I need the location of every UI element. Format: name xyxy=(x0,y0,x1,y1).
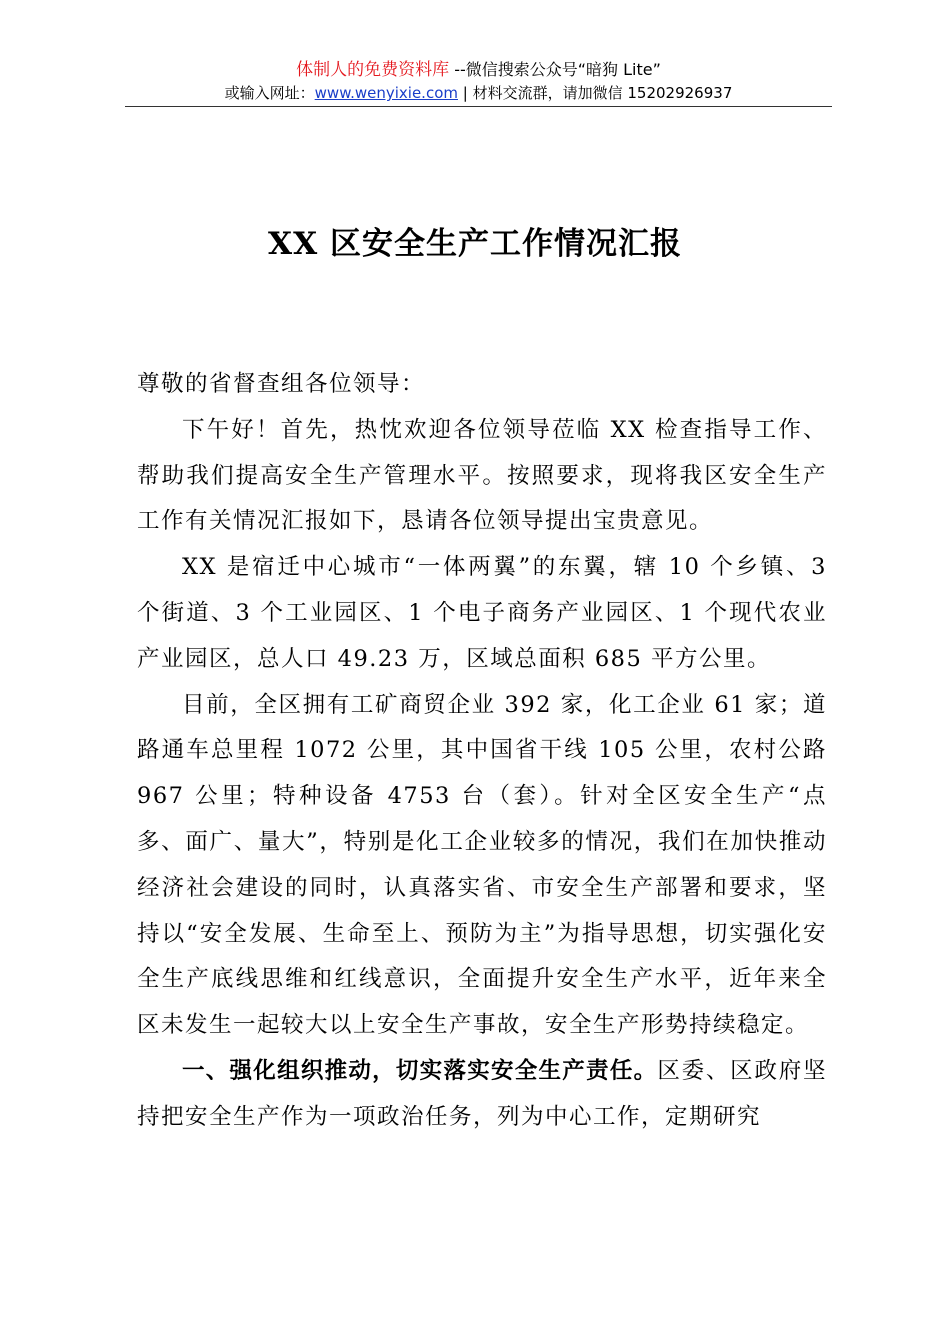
header-group-note: 材料交流群，请加微信 15202926937 xyxy=(472,84,733,102)
paragraph-greeting: 下午好！首先，热忱欢迎各位领导莅临 XX 检查指导工作、帮助我们提高安全生产管理水平。按照要求，现将我区安全生产工作有关情况汇报如下，恳请各位领导提出宝贵意见。 xyxy=(137,416,827,535)
header-wechat-note: --微信搜索公众号“暗狗 Lite” xyxy=(454,60,661,79)
header-divider xyxy=(125,106,832,107)
header-url-prefix: 或输入网址： xyxy=(224,84,315,102)
paragraph-current-status: 目前，全区拥有工矿商贸企业 392 家，化工企业 61 家；道路通车总里程 1072 公里，其中国省干线 105 公里，农村公路 967 公里；特种设备 4753 台（套）。针对全区安全生产“点多、面广、量大”，特别是化工企业较多的情况，我们在加快推动经济社会建设的同时，认真落实省、市安全生产部署和要求，坚持以“安全发展、生命至上、预防为主”为指导思想，切实强化安全生产底线思维和红线意识，全面提升安全生产水平，近年来全区未发生一起较大以上安全生产事故，安全生产形势持续稳定。 xyxy=(137,691,827,1039)
section-1-heading: 一、强化组织推动，切实落实安全生产责任。 xyxy=(182,1057,658,1084)
header-separator: | xyxy=(462,84,468,102)
document-title: XX 区安全生产工作情况汇报 xyxy=(268,226,682,262)
header-url-link[interactable]: www.wenyixie.com xyxy=(314,84,458,102)
salutation: 尊敬的省督查组各位领导： xyxy=(137,371,426,397)
page-header xyxy=(125,58,832,104)
document-body xyxy=(137,362,827,1141)
section-1-text: 区委、区政府坚持把安全生产作为一项政治任务，列为中心工作，定期研究 xyxy=(137,1057,827,1130)
header-line-2 xyxy=(125,82,832,104)
paragraph-overview: XX 是宿迁中心城市“一体两翼”的东翼，辖 10 个乡镇、3 个街道、3 个工业园区、1 个电子商务产业园区、1 个现代农业产业园区，总人口 49.23 万，区域总面积 685 平方公里。 xyxy=(137,554,827,672)
paragraph-section-1 xyxy=(137,1049,827,1141)
header-line-1 xyxy=(125,58,832,82)
header-brand: 体制人的免费资料库 xyxy=(296,60,450,80)
